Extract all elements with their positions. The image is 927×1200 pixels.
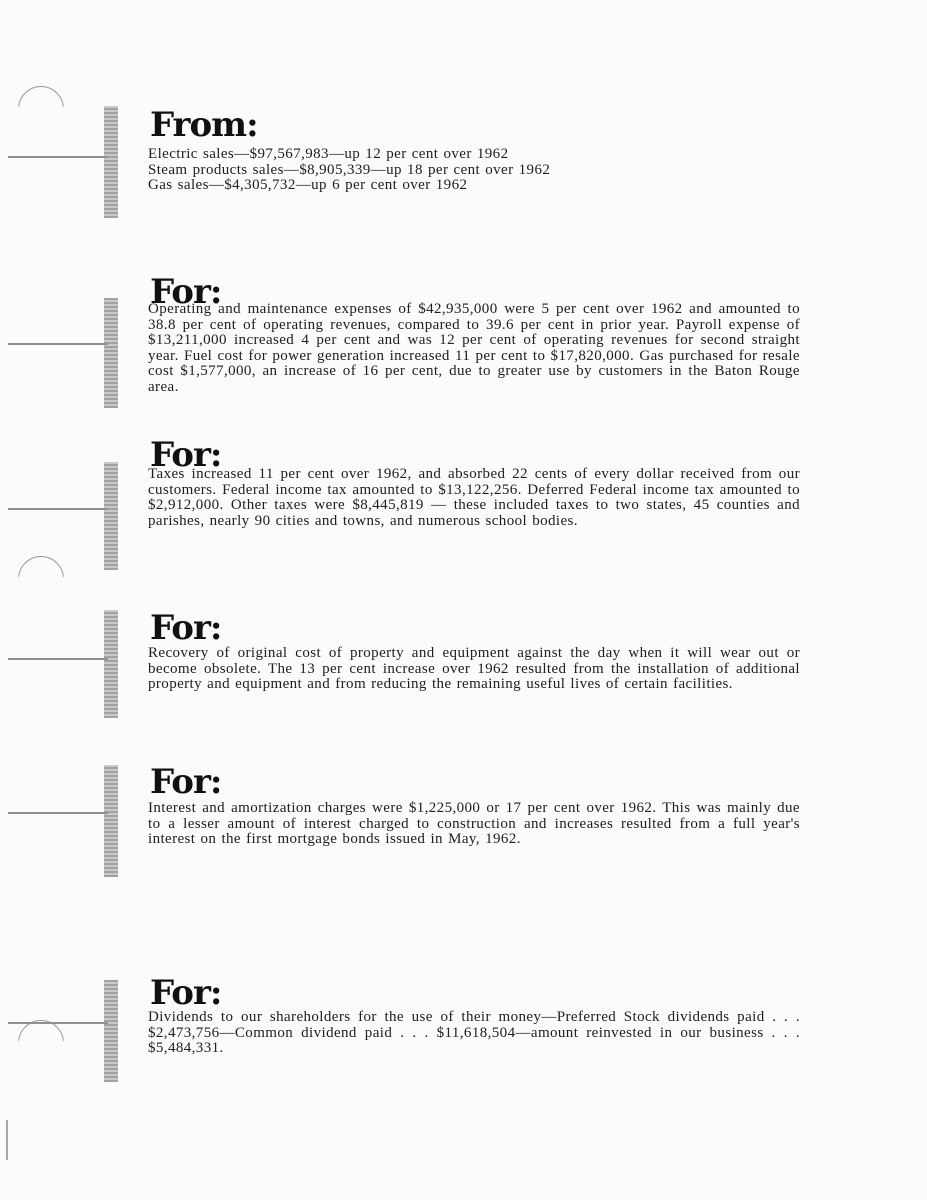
binder-hole-top (18, 86, 64, 132)
section-heading: From: (150, 105, 258, 145)
edge-mark (6, 1120, 8, 1160)
binder-hole-bottom (18, 1020, 64, 1066)
binder-hole-middle (18, 556, 64, 602)
section-bar (104, 106, 118, 218)
revenue-line-electric: Electric sales—$97,567,983—up 12 per cent over 1962 (148, 146, 509, 162)
section-body (148, 147, 800, 194)
revenue-line-steam: Steam products sales—$8,905,339—up 18 per cent over 1962 (148, 161, 551, 178)
section-heading: For: (150, 272, 222, 312)
section-heading: For: (150, 973, 222, 1013)
section-bar (104, 298, 118, 408)
section-rule (8, 658, 108, 660)
section-bar (104, 610, 118, 718)
section-body: Interest and amortization charges were $1,225,000 or 17 per cent over 1962. This was mainly due to a lesser amount of interest charged to construction and increases resulted from a full year's interest on the first mortgage bonds issued in May, 1962. (148, 800, 800, 848)
section-heading: For: (150, 762, 222, 802)
section-body: Recovery of original cost of property and equipment against the day when it will wear out or become obsolete. The 13 per cent increase over 1962 resulted from the installation of additional property and equipment and from reducing the remaining useful lives of certain facilities. (148, 645, 800, 693)
section-heading: For: (150, 608, 222, 648)
section-body: Operating and maintenance expenses of $42,935,000 were 5 per cent over 1962 and amounted to 38.8 per cent of operating revenues, compared to 39.6 per cent in prior year. Payroll expense of $13,211,000 increased 4 per cent and was 12 per cent of operating revenues for second straight year. Fuel cost for power generation increased 11 per cent to $17,820,000. Gas purchased for resale cost $1,577,000, an increase of 16 per cent, due to greater use by customers in the Baton Rouge area. (148, 301, 800, 395)
section-heading: For: (150, 435, 222, 475)
section-body: Taxes increased 11 per cent over 1962, and absorbed 22 cents of every dollar received from our customers. Federal income tax amounted to $13,122,256. Deferred Federal income tax amounted to $2,912,000. Other taxes were $8,445,819 — these included taxes to two states, 45 counties and parishes, nearly 90 cities and towns, and numerous school bodies. (148, 466, 800, 529)
section-rule (8, 812, 108, 814)
section-bar (104, 462, 118, 570)
section-rule (8, 1022, 108, 1024)
section-rule (8, 156, 108, 158)
section-rule (8, 343, 108, 345)
section-bar (104, 765, 118, 877)
revenue-line-gas: Gas sales—$4,305,732—up 6 per cent over 1962 (148, 177, 468, 194)
section-rule (8, 508, 108, 510)
section-body: Dividends to our shareholders for the use of their money—Preferred Stock dividends paid . . . $2,473,756—Common dividend paid . . . $11,618,504—amount reinvested in our business . . . $5,484,331. (148, 1009, 800, 1057)
section-bar (104, 980, 118, 1082)
